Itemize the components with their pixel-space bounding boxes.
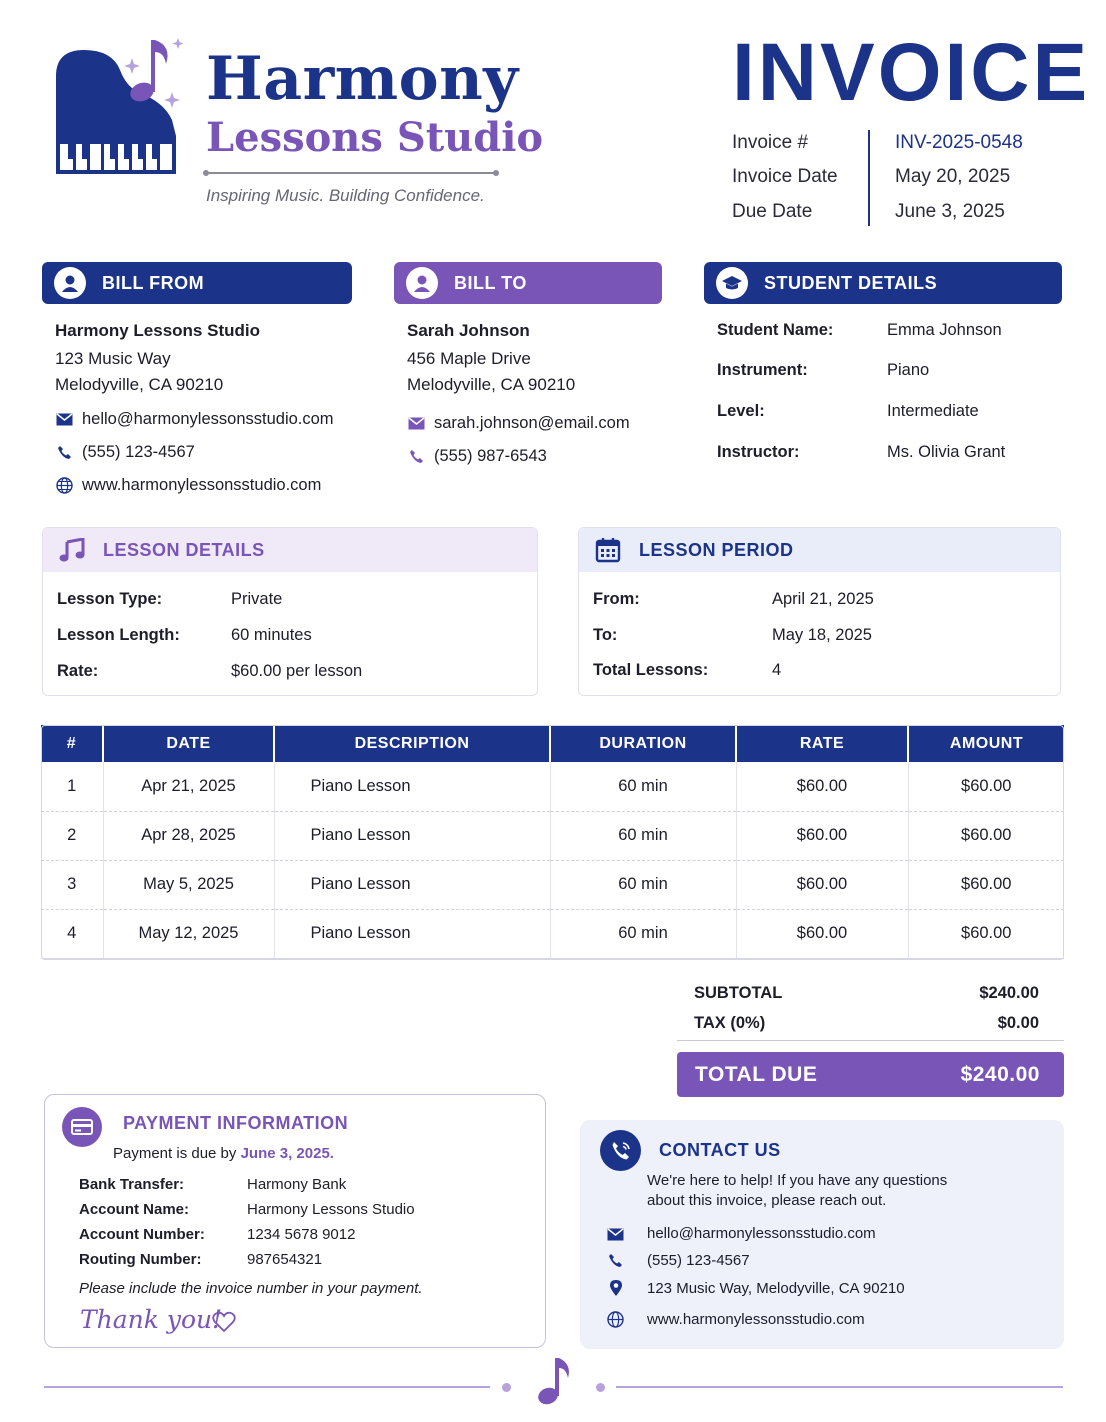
cell-amount: $60.00 bbox=[908, 811, 1064, 860]
bill-to-name: Sarah Johnson bbox=[407, 321, 530, 340]
bill-to-block bbox=[407, 318, 575, 398]
lesson-details-heading: LESSON DETAILS bbox=[103, 539, 265, 560]
table-row bbox=[41, 811, 1064, 860]
bill-to-address2: Melodyville, CA 90210 bbox=[407, 375, 576, 394]
account-number-label: Account Number: bbox=[79, 1226, 205, 1243]
total-due-value: $240.00 bbox=[960, 1062, 1040, 1086]
col-header-description: DESCRIPTION bbox=[274, 725, 550, 762]
globe-icon bbox=[607, 1311, 624, 1333]
cell-rate: $60.00 bbox=[736, 762, 908, 811]
cell-amount: $60.00 bbox=[908, 860, 1064, 909]
cell-duration: 60 min bbox=[550, 909, 736, 958]
footer-line-left bbox=[44, 1386, 490, 1388]
lesson-length-label: Lesson Length: bbox=[57, 626, 180, 644]
bill-to-address1: 456 Maple Drive bbox=[407, 349, 531, 368]
bill-to-email: sarah.johnson@email.com bbox=[434, 414, 630, 432]
brand-name: Harmony bbox=[206, 44, 519, 114]
music-note-icon bbox=[59, 538, 85, 562]
phone-icon bbox=[608, 1253, 623, 1273]
cell-description: Piano Lesson bbox=[274, 811, 550, 860]
account-number-value: 1234 5678 9012 bbox=[247, 1226, 356, 1243]
mail-icon bbox=[407, 415, 425, 433]
bill-to-phone-row[interactable] bbox=[407, 447, 547, 466]
cell-number: 3 bbox=[41, 860, 103, 909]
cell-number: 2 bbox=[41, 811, 103, 860]
payment-note: Please include the invoice number in your payment. bbox=[79, 1280, 423, 1297]
bank-transfer-value: Harmony Bank bbox=[247, 1176, 347, 1193]
table-header-row bbox=[41, 725, 1064, 762]
brand-subname: Lessons Studio bbox=[206, 114, 544, 161]
period-to-value: May 18, 2025 bbox=[772, 626, 872, 644]
col-header-number: # bbox=[41, 725, 103, 762]
invoice-date-label: Invoice Date bbox=[732, 166, 838, 187]
invoice-number-label: Invoice # bbox=[732, 132, 809, 153]
period-from-label: From: bbox=[593, 590, 640, 608]
instructor-label: Instructor: bbox=[717, 443, 800, 461]
lesson-period-heading: LESSON PERIOD bbox=[639, 539, 794, 560]
col-header-duration: DURATION bbox=[550, 725, 736, 762]
rate-label: Rate: bbox=[57, 662, 99, 680]
phone-icon bbox=[55, 444, 73, 462]
cell-number: 1 bbox=[41, 762, 103, 811]
rate-value: $60.00 per lesson bbox=[231, 662, 363, 680]
lesson-details-header bbox=[43, 528, 537, 572]
routing-number-value: 987654321 bbox=[247, 1251, 323, 1268]
payment-due-line bbox=[113, 1145, 334, 1162]
meta-divider bbox=[868, 130, 870, 226]
contact-email[interactable]: hello@harmonylessonsstudio.com bbox=[647, 1225, 876, 1242]
globe-icon bbox=[55, 477, 73, 495]
bill-to-header bbox=[394, 262, 662, 304]
bill-to-heading: BILL TO bbox=[454, 272, 527, 293]
thank-you-text: Thank you! bbox=[80, 1305, 223, 1334]
invoice-date: May 20, 2025 bbox=[895, 166, 1011, 187]
total-lessons-value: 4 bbox=[772, 661, 782, 679]
bill-from-heading: BILL FROM bbox=[102, 272, 205, 293]
calendar-icon bbox=[595, 537, 621, 563]
cell-date: Apr 21, 2025 bbox=[103, 762, 274, 811]
bill-from-website: www.harmonylessonsstudio.com bbox=[82, 476, 322, 494]
bill-from-email-row[interactable] bbox=[55, 410, 334, 429]
subtotal-value: $240.00 bbox=[979, 984, 1039, 1002]
student-name-value: Emma Johnson bbox=[887, 321, 1002, 339]
level-label: Level: bbox=[717, 402, 765, 420]
instrument-label: Instrument: bbox=[717, 361, 808, 379]
contact-address: 123 Music Way, Melodyville, CA 90210 bbox=[647, 1280, 905, 1297]
account-name-label: Account Name: bbox=[79, 1201, 190, 1218]
cell-amount: $60.00 bbox=[908, 909, 1064, 958]
col-header-rate: RATE bbox=[736, 725, 908, 762]
music-note-icon bbox=[536, 1356, 572, 1406]
tax-label: TAX (0%) bbox=[694, 1014, 766, 1032]
col-header-date: DATE bbox=[103, 725, 274, 762]
routing-number-label: Routing Number: bbox=[79, 1251, 202, 1268]
period-to-label: To: bbox=[593, 626, 618, 644]
table-row bbox=[41, 762, 1064, 811]
heart-icon bbox=[212, 1311, 236, 1333]
cell-rate: $60.00 bbox=[736, 811, 908, 860]
phone-icon bbox=[407, 448, 425, 466]
mail-icon bbox=[55, 411, 73, 429]
brand-divider bbox=[206, 172, 496, 174]
level-value: Intermediate bbox=[887, 402, 979, 420]
cell-number: 4 bbox=[41, 909, 103, 958]
due-date: June 3, 2025 bbox=[895, 201, 1005, 222]
contact-heading: CONTACT US bbox=[659, 1140, 781, 1160]
bill-to-phone: (555) 987-6543 bbox=[434, 447, 547, 465]
bill-to-email-row[interactable] bbox=[407, 414, 630, 433]
contact-website[interactable]: www.harmonylessonsstudio.com bbox=[647, 1311, 865, 1328]
total-due-label: TOTAL DUE bbox=[695, 1062, 818, 1086]
payment-info-heading: PAYMENT INFORMATION bbox=[123, 1113, 349, 1133]
bank-transfer-label: Bank Transfer: bbox=[79, 1176, 185, 1193]
contact-intro-line2: about this invoice, please reach out. bbox=[647, 1192, 887, 1209]
graduation-cap-icon bbox=[716, 267, 748, 299]
user-icon bbox=[54, 267, 86, 299]
student-details-heading: STUDENT DETAILS bbox=[764, 272, 938, 293]
phone-call-icon bbox=[600, 1130, 641, 1171]
lesson-length-value: 60 minutes bbox=[231, 626, 312, 644]
cell-amount: $60.00 bbox=[908, 762, 1064, 811]
bill-from-block bbox=[55, 318, 260, 398]
line-items-table bbox=[41, 725, 1064, 959]
brand-tagline: Inspiring Music. Building Confidence. bbox=[206, 186, 485, 205]
bill-from-phone-row[interactable] bbox=[55, 443, 195, 462]
student-name-label: Student Name: bbox=[717, 321, 834, 339]
lesson-type-label: Lesson Type: bbox=[57, 590, 163, 608]
contact-intro-line1: We're here to help! If you have any questions bbox=[647, 1172, 948, 1189]
bill-from-address1: 123 Music Way bbox=[55, 349, 171, 368]
payment-due-date: June 3, 2025. bbox=[240, 1145, 334, 1162]
col-header-amount: AMOUNT bbox=[908, 725, 1064, 762]
table-row bbox=[41, 909, 1064, 958]
cell-date: Apr 28, 2025 bbox=[103, 811, 274, 860]
location-pin-icon bbox=[609, 1279, 623, 1302]
cell-date: May 5, 2025 bbox=[103, 860, 274, 909]
due-date-label: Due Date bbox=[732, 201, 813, 222]
footer-dot-right bbox=[596, 1383, 605, 1392]
user-icon bbox=[406, 267, 438, 299]
footer-line-right bbox=[616, 1386, 1063, 1388]
cell-date: May 12, 2025 bbox=[103, 909, 274, 958]
bill-from-name: Harmony Lessons Studio bbox=[55, 321, 260, 340]
student-details-header bbox=[704, 262, 1062, 304]
bill-from-address2: Melodyville, CA 90210 bbox=[55, 375, 224, 394]
footer-dot-left bbox=[502, 1383, 511, 1392]
totals-divider bbox=[677, 1040, 1064, 1041]
cell-duration: 60 min bbox=[550, 762, 736, 811]
bill-from-email: hello@harmonylessonsstudio.com bbox=[82, 410, 334, 428]
cell-description: Piano Lesson bbox=[274, 762, 550, 811]
account-name-value: Harmony Lessons Studio bbox=[247, 1201, 415, 1218]
cell-duration: 60 min bbox=[550, 811, 736, 860]
subtotal-label: SUBTOTAL bbox=[694, 984, 783, 1002]
period-from-value: April 21, 2025 bbox=[772, 590, 874, 608]
cell-duration: 60 min bbox=[550, 860, 736, 909]
piano-logo-icon bbox=[54, 36, 184, 181]
cell-description: Piano Lesson bbox=[274, 860, 550, 909]
lesson-period-header bbox=[579, 528, 1060, 572]
instructor-value: Ms. Olivia Grant bbox=[887, 443, 1006, 461]
lesson-type-value: Private bbox=[231, 590, 283, 608]
bill-from-phone: (555) 123-4567 bbox=[82, 443, 195, 461]
cell-description: Piano Lesson bbox=[274, 909, 550, 958]
bill-from-header bbox=[42, 262, 352, 304]
cell-rate: $60.00 bbox=[736, 909, 908, 958]
invoice-number: INV-2025-0548 bbox=[895, 132, 1023, 153]
tax-value: $0.00 bbox=[997, 1014, 1039, 1032]
total-lessons-label: Total Lessons: bbox=[593, 661, 709, 679]
payment-due-prefix: Payment is due by bbox=[113, 1145, 237, 1162]
credit-card-icon bbox=[62, 1107, 102, 1147]
bill-from-website-row[interactable] bbox=[55, 476, 321, 495]
total-due-bar bbox=[677, 1052, 1064, 1097]
contact-phone[interactable]: (555) 123-4567 bbox=[647, 1252, 750, 1269]
instrument-value: Piano bbox=[887, 361, 930, 379]
cell-rate: $60.00 bbox=[736, 860, 908, 909]
invoice-title: INVOICE bbox=[732, 27, 1091, 118]
table-row bbox=[41, 860, 1064, 909]
mail-icon bbox=[607, 1228, 624, 1246]
